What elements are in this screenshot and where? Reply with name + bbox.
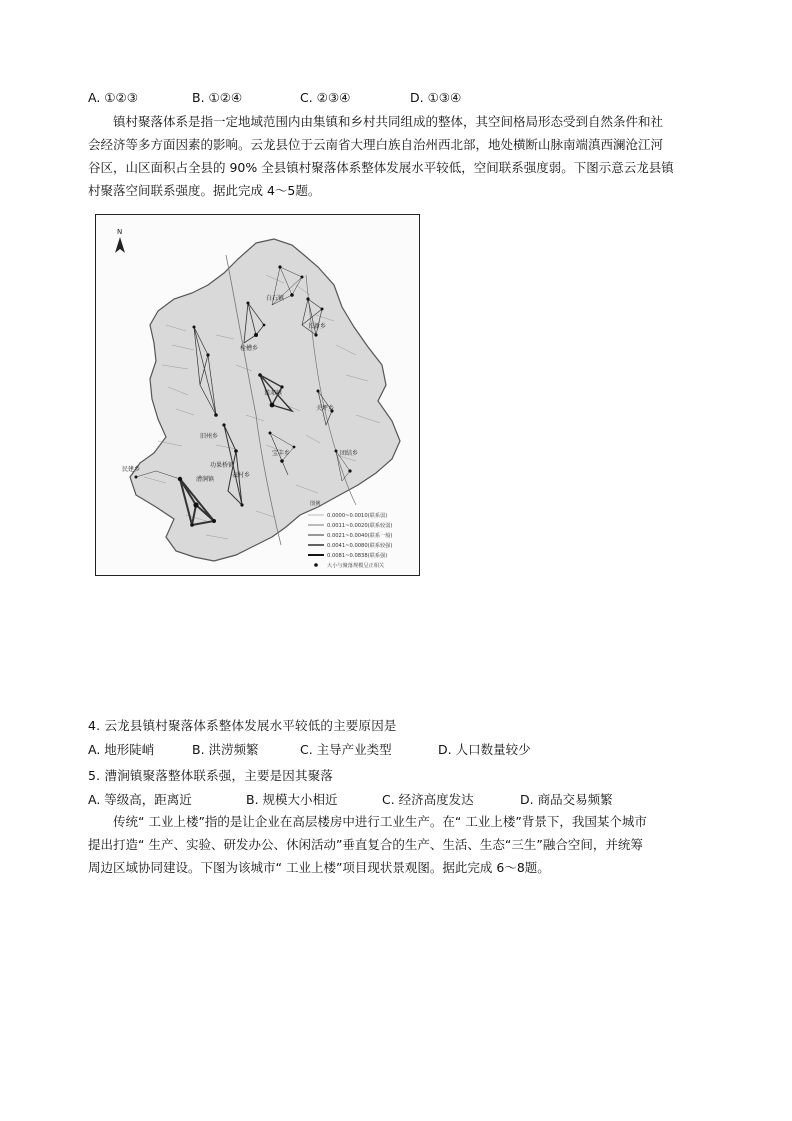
- north-label: N: [117, 228, 123, 236]
- passage-settlement: [88, 110, 708, 202]
- town-label: 宝丰乡: [272, 450, 291, 457]
- town-label: 关坪乡: [316, 405, 335, 412]
- map-svg: [96, 215, 418, 574]
- legend-item: 大小与聚落规模呈正相关: [327, 563, 385, 569]
- legend-item: 0.0000~0.0010(联系弱): [327, 513, 388, 519]
- q5-stem: 5. 漕涧镇聚落整体联系强，主要是因其聚落: [88, 768, 334, 783]
- q3-option-a: A. ①②③: [88, 90, 138, 105]
- north-arrow-icon: [115, 228, 125, 253]
- passage-line: 谷区，山区面积占全县的 90% 全县镇村聚落体系整体发展水平较低，空间联系强度弱。下图示意云龙县镇: [88, 160, 674, 175]
- town-label: 白石镇: [266, 295, 285, 302]
- legend-item: 0.0081~0.0838(联系强): [327, 553, 388, 559]
- legend-item: 0.0021~0.0040(联系一般): [327, 533, 393, 539]
- q3-option-c: C. ②③④: [300, 90, 351, 105]
- legend-item: 0.0041~0.0080(联系较强): [327, 543, 393, 549]
- q4-option-d: D. 人口数量较少: [438, 742, 531, 757]
- yunlong-settlement-map: [95, 214, 420, 576]
- legend-item: 0.0011~0.0020(联系较弱): [327, 523, 393, 529]
- legend-title: 图例: [310, 501, 321, 507]
- passage-line: 传统“ 工业上楼”指的是让企业在高层楼房中进行工业生产。在“ 工业上楼”背景下，我国某个城市: [113, 814, 647, 829]
- passage-industry-upstairs: [88, 810, 708, 879]
- q5-option-b: B. 规模大小相近: [246, 792, 338, 807]
- q4-option-b: B. 洪涝频繁: [192, 742, 259, 757]
- town-label: 旧州乡: [200, 433, 219, 440]
- passage-line: 村聚落空间联系强度。据此完成 4～5题。: [88, 183, 321, 198]
- town-label: 团结乡: [340, 450, 359, 457]
- town-label: 长新乡: [308, 323, 327, 330]
- q5-option-c: C. 经济高度发达: [382, 792, 474, 807]
- town-label: 功果桥镇: [210, 462, 235, 469]
- passage-line: 会经济等多方面因素的影响。云龙县位于云南省大理白族自治州西北部，地处横断山脉南端滇西澜沧江河: [88, 137, 664, 152]
- town-label: 检槽乡: [240, 345, 259, 352]
- passage-line: 镇村聚落体系是指一定地域范围内由集镇和乡村共同组成的整体，其空间格局形态受到自然条件和社: [113, 114, 664, 129]
- town-label: 民建乡: [122, 466, 141, 473]
- q3-option-b: B. ①②④: [192, 90, 243, 105]
- passage-line: 提出打造“ 生产、实验、研发办公、休闲活动”垂直复合的生产、生活、生态“三生”融合空间，并统筹: [88, 837, 643, 852]
- q3-option-d: D. ①③④: [410, 90, 462, 105]
- q4-stem: 4. 云龙县镇村聚落体系整体发展水平较低的主要原因是: [88, 718, 397, 733]
- passage-line: 周边区域协同建设。下图为该城市“ 工业上楼”项目现状景观图。据此完成 6～8题。: [88, 860, 550, 875]
- q5-option-a: A. 等级高，距离近: [88, 792, 192, 807]
- q5-option-d: D. 商品交易频繁: [520, 792, 613, 807]
- town-label: 表村乡: [232, 472, 251, 479]
- town-label: 诺邓镇: [264, 390, 283, 397]
- town-label: 漕涧镇: [196, 476, 215, 483]
- q4-option-c: C. 主导产业类型: [300, 742, 392, 757]
- q4-option-a: A. 地形陡峭: [88, 742, 155, 757]
- map-legend: [308, 499, 392, 569]
